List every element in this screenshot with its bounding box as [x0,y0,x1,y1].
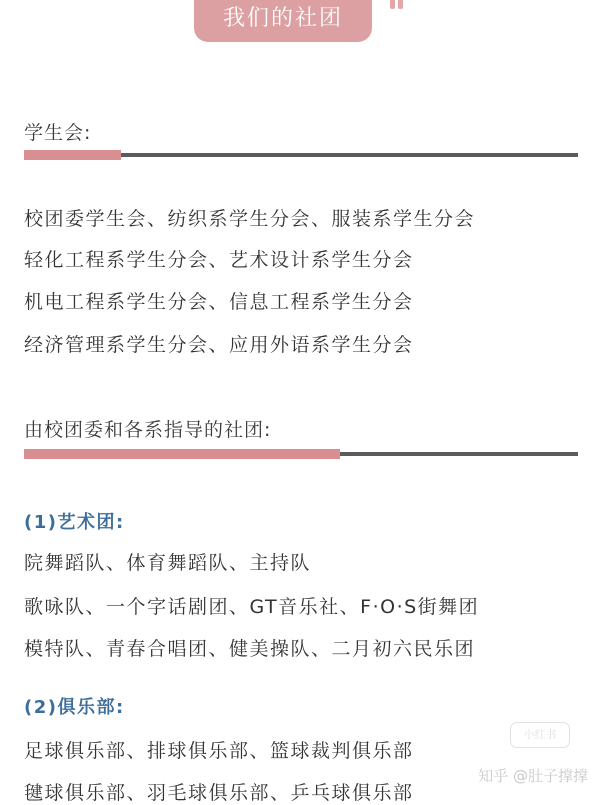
text-line: 模特队、青春合唱团、健美操队、二月初六民乐团 [24,638,476,660]
section-divider [24,152,578,157]
sub-heading-clubs: (2)俱乐部: [24,697,125,718]
text-line: 机电工程系学生分会、信息工程系学生分会 [24,291,414,313]
watermark-text: 知乎 @肚子撑撑 [478,767,588,785]
page-title: 我们的社团 [222,6,343,31]
page-title-pill [194,0,372,42]
text-line: 校团委学生会、纺织系学生分会、服装系学生分会 [24,208,476,230]
text-line: 院舞蹈队、体育舞蹈队、主持队 [24,552,312,574]
text-line: 毽球俱乐部、羽毛球俱乐部、乒乓球俱乐部 [24,782,414,804]
text-line: 足球俱乐部、排球俱乐部、篮球裁判俱乐部 [24,740,414,762]
section-divider [24,451,578,456]
title-decoration [390,0,408,8]
sub-heading-art-troupe: (1)艺术团: [24,512,125,533]
text-line: 歌咏队、一个字话剧团、GT音乐社、F·O·S街舞团 [24,596,480,618]
section-heading-student-union: 学生会: [24,122,92,144]
section-heading-clubs: 由校团委和各系指导的社团: [24,419,272,441]
text-line: 轻化工程系学生分会、艺术设计系学生分会 [24,249,414,271]
text-line: 经济管理系学生分会、应用外语系学生分会 [24,334,414,356]
watermark-badge: 小红书 [510,722,570,748]
